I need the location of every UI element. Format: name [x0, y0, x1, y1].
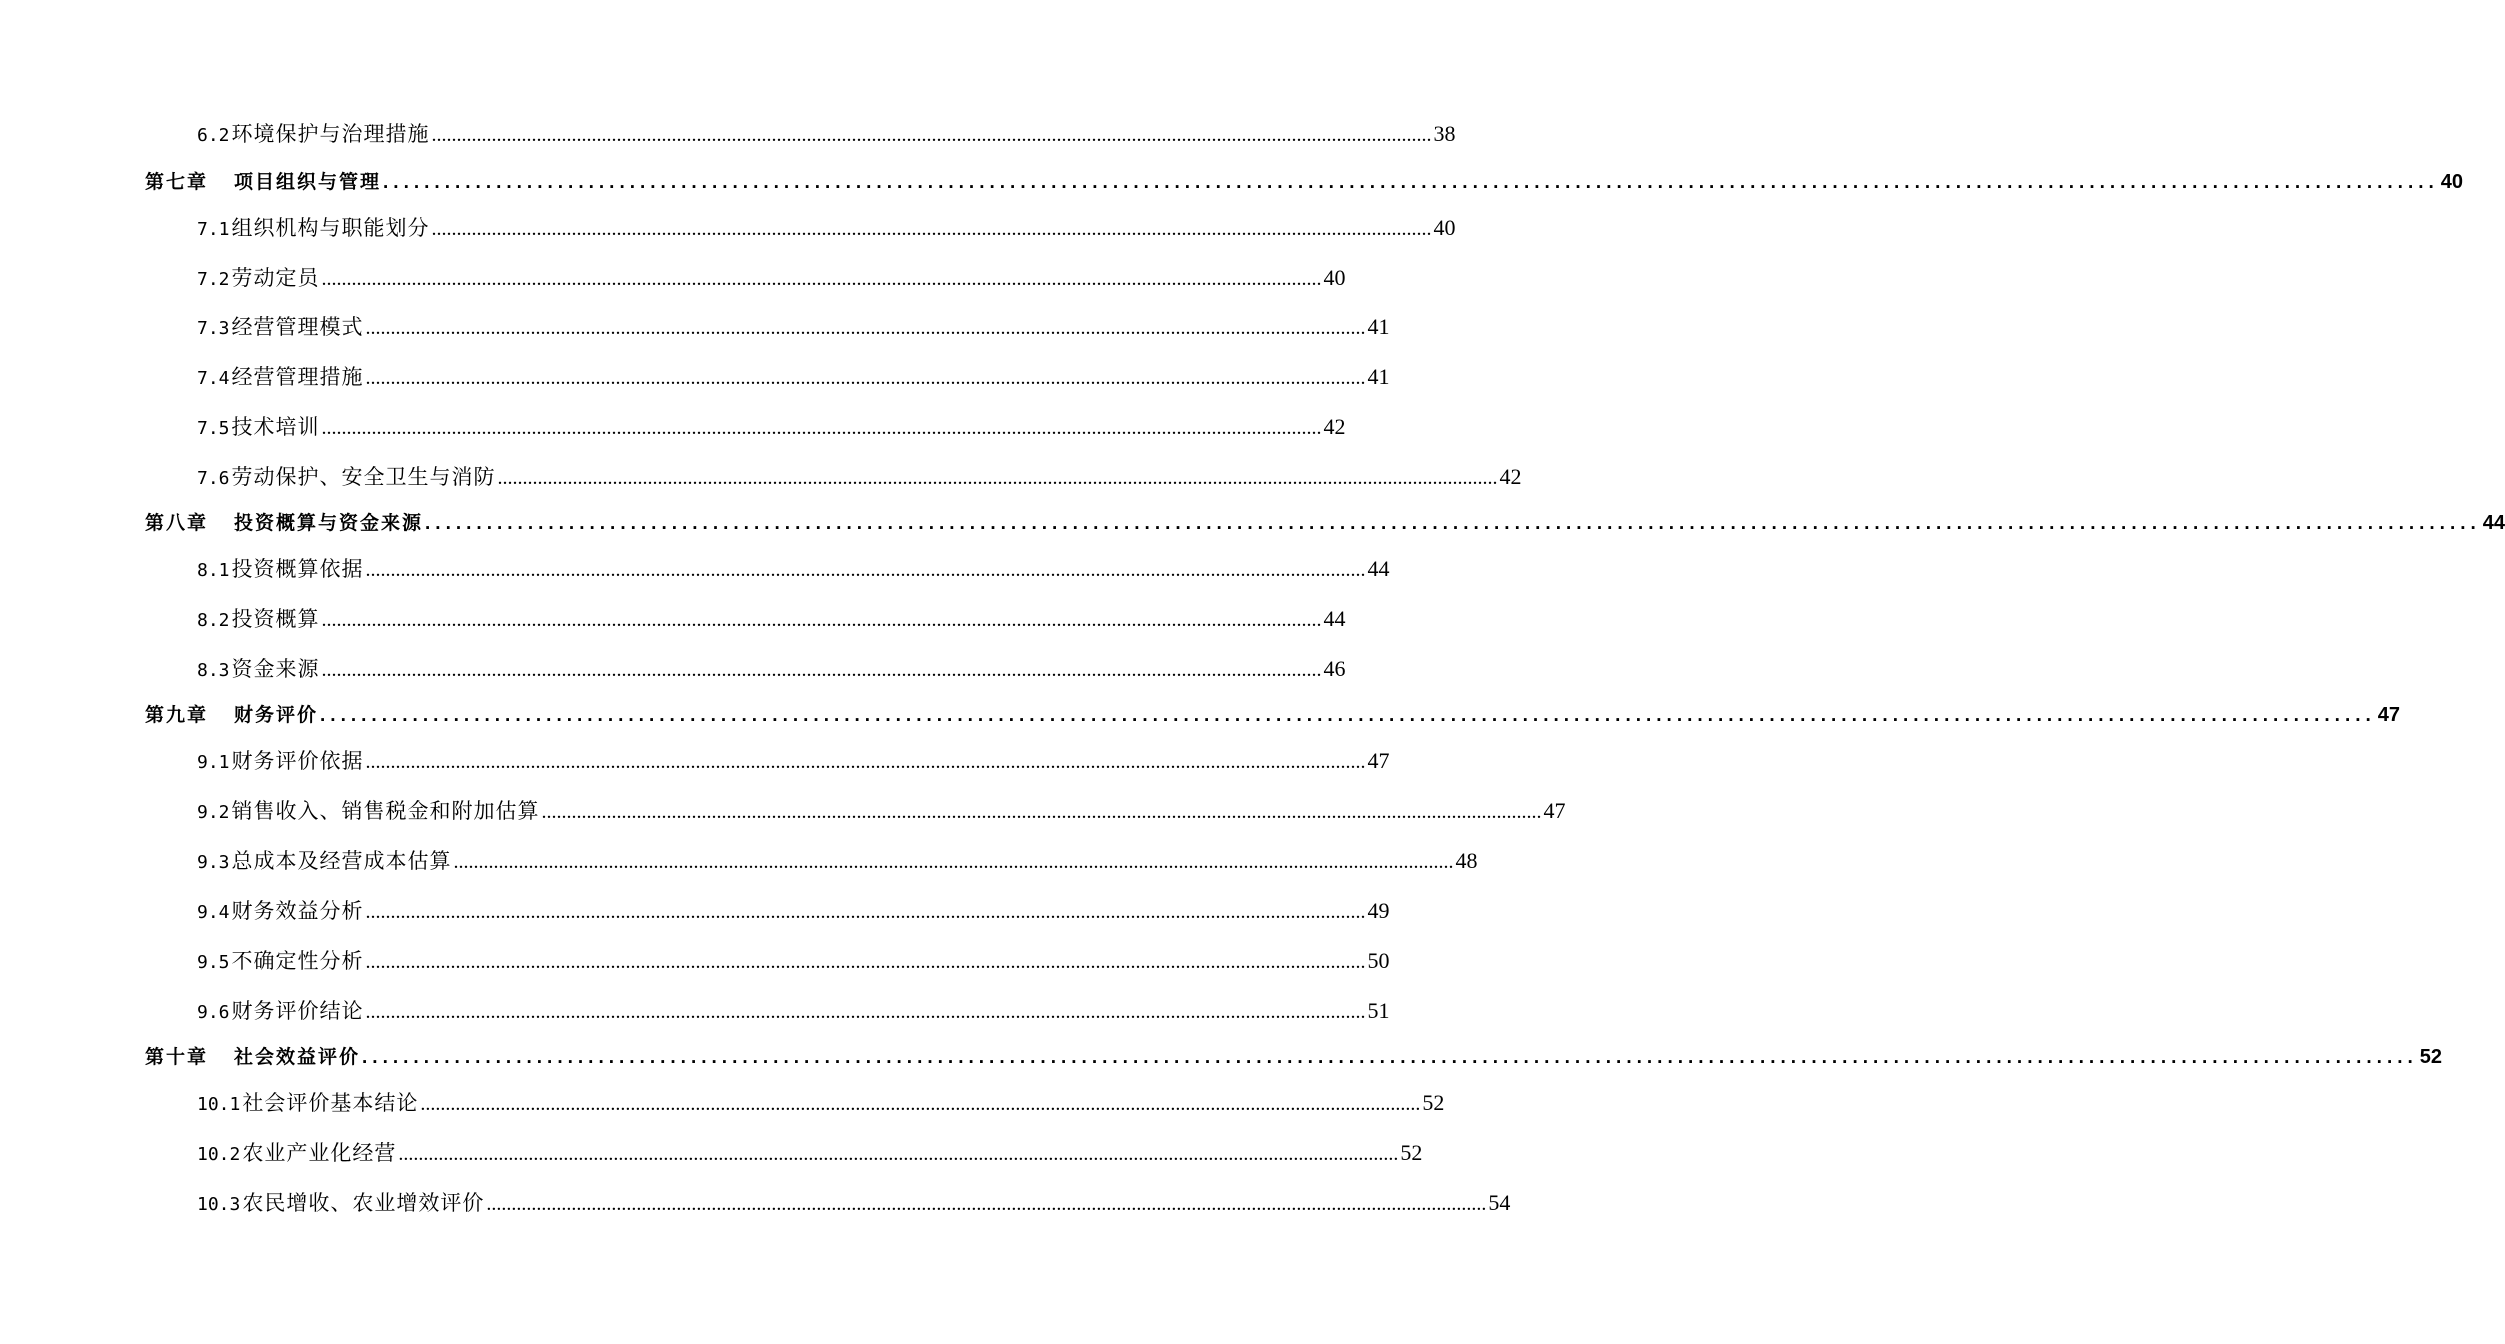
section-number: 7.4 [197, 368, 230, 389]
entry-title: 财务评价依据 [231, 749, 364, 773]
dot-leader: ........................................................................................................................................................................................................ [541, 801, 1542, 823]
dot-leader: ........................................................................................................................................................................................................ [425, 513, 2481, 534]
entry-title: 投资概算 [231, 607, 320, 631]
toc-chapter-entry[interactable] [145, 700, 2401, 727]
page-number: 38 [1433, 121, 1456, 146]
entry-title: 劳动定员 [231, 266, 320, 290]
dot-leader: ........................................................................................................................................................................................................ [497, 467, 1498, 489]
dot-leader: ........................................................................................................................................................................................................ [453, 851, 1454, 873]
section-number: 8.1 [197, 560, 230, 581]
section-number: 8.3 [197, 660, 230, 681]
page-number: 51 [1367, 998, 1390, 1023]
page-number: 49 [1367, 898, 1390, 923]
chapter-number: 第九章 [145, 704, 209, 726]
page-number: 41 [1367, 314, 1390, 339]
entry-title: 财务评价结论 [231, 999, 364, 1023]
toc-section-entry[interactable] [197, 945, 1390, 975]
dot-leader: ........................................................................................................................................................................................................ [362, 1047, 2418, 1068]
entry-title: 环境保护与治理措施 [231, 122, 430, 146]
page-number: 52 [2419, 1046, 2443, 1068]
section-number: 7.5 [197, 418, 230, 439]
entry-title: 社会效益评价 [234, 1046, 361, 1068]
toc-section-entry[interactable] [197, 603, 1346, 633]
section-number: 7.6 [197, 468, 230, 489]
page-number: 46 [1323, 656, 1346, 681]
entry-title: 农民增收、农业增效评价 [242, 1191, 485, 1215]
section-number: 8.2 [197, 610, 230, 631]
toc-section-entry[interactable] [197, 895, 1390, 925]
section-number: 7.1 [197, 219, 230, 240]
section-number: 7.2 [197, 269, 230, 290]
section-number: 9.1 [197, 752, 230, 773]
chapter-number: 第十章 [145, 1046, 209, 1068]
dot-leader: ........................................................................................................................................................................................................ [365, 559, 1366, 581]
toc-section-entry[interactable] [197, 411, 1346, 441]
dot-leader: ........................................................................................................................................................................................................ [321, 417, 1322, 439]
entry-title: 财务评价 [234, 704, 319, 726]
page-number: 52 [1422, 1090, 1445, 1115]
page-number: 52 [1400, 1140, 1423, 1165]
toc-section-entry[interactable] [197, 1187, 1511, 1217]
entry-title: 总成本及经营成本估算 [231, 849, 452, 873]
dot-leader: ........................................................................................................................................................................................................ [365, 951, 1366, 973]
dot-leader: ........................................................................................................................................................................................................ [365, 367, 1366, 389]
dot-leader: ........................................................................................................................................................................................................ [365, 317, 1366, 339]
page-number: 42 [1499, 464, 1522, 489]
section-number: 10.2 [197, 1144, 241, 1165]
entry-title: 销售收入、销售税金和附加估算 [231, 799, 540, 823]
entry-title: 项目组织与管理 [234, 171, 382, 193]
toc-section-entry[interactable] [197, 1137, 1423, 1167]
page-number: 40 [1433, 215, 1456, 240]
entry-title: 不确定性分析 [231, 949, 364, 973]
toc-section-entry[interactable] [197, 461, 1522, 491]
toc-section-entry[interactable] [197, 361, 1390, 391]
page-number: 47 [1543, 798, 1566, 823]
dot-leader: ........................................................................................................................................................................................................ [320, 705, 2376, 726]
dot-leader: ........................................................................................................................................................................................................ [431, 124, 1432, 146]
page-number: 50 [1367, 948, 1390, 973]
page-number: 40 [2440, 171, 2464, 193]
dot-leader: ........................................................................................................................................................................................................ [420, 1093, 1421, 1115]
entry-title: 技术培训 [231, 415, 320, 439]
entry-title: 劳动保护、安全卫生与消防 [231, 465, 496, 489]
dot-leader: ........................................................................................................................................................................................................ [398, 1143, 1399, 1165]
chapter-number: 第八章 [145, 512, 209, 534]
entry-title: 资金来源 [231, 657, 320, 681]
section-number: 6.2 [197, 125, 230, 146]
dot-leader: ........................................................................................................................................................................................................ [321, 609, 1322, 631]
toc-section-entry[interactable] [197, 118, 1456, 148]
dot-leader: ........................................................................................................................................................................................................ [486, 1193, 1487, 1215]
toc-section-entry[interactable] [197, 553, 1390, 583]
toc-section-entry[interactable] [197, 795, 1566, 825]
section-number: 9.2 [197, 802, 230, 823]
section-number: 9.3 [197, 852, 230, 873]
page-number: 44 [1323, 606, 1346, 631]
dot-leader: ........................................................................................................................................................................................................ [365, 901, 1366, 923]
toc-section-entry[interactable] [197, 212, 1456, 242]
dot-leader: ........................................................................................................................................................................................................ [431, 218, 1432, 240]
toc-chapter-entry[interactable] [145, 508, 2505, 535]
page-number: 42 [1323, 414, 1346, 439]
section-number: 9.4 [197, 902, 230, 923]
toc-chapter-entry[interactable] [145, 1042, 2443, 1069]
section-number: 10.1 [197, 1094, 241, 1115]
page-number: 41 [1367, 364, 1390, 389]
page-number: 47 [1367, 748, 1390, 773]
toc-section-entry[interactable] [197, 653, 1346, 683]
section-number: 10.3 [197, 1194, 241, 1215]
entry-title: 经营管理措施 [231, 365, 364, 389]
toc-section-entry[interactable] [197, 1087, 1445, 1117]
toc-chapter-entry[interactable] [145, 167, 2464, 194]
toc-section-entry[interactable] [197, 262, 1346, 292]
page-number: 48 [1455, 848, 1478, 873]
entry-title: 经营管理模式 [231, 315, 364, 339]
section-number: 9.5 [197, 952, 230, 973]
toc-section-entry[interactable] [197, 745, 1390, 775]
entry-title: 组织机构与职能划分 [231, 216, 430, 240]
dot-leader: ........................................................................................................................................................................................................ [365, 751, 1366, 773]
page-number: 44 [2482, 512, 2505, 534]
chapter-number: 第七章 [145, 171, 209, 193]
dot-leader: ........................................................................................................................................................................................................ [321, 268, 1322, 290]
entry-title: 投资概算与资金来源 [234, 512, 424, 534]
entry-title: 财务效益分析 [231, 899, 364, 923]
toc-section-entry[interactable] [197, 995, 1390, 1025]
page-number: 47 [2377, 704, 2401, 726]
dot-leader: ........................................................................................................................................................................................................ [321, 659, 1322, 681]
section-number: 7.3 [197, 318, 230, 339]
entry-title: 社会评价基本结论 [242, 1091, 419, 1115]
dot-leader: ........................................................................................................................................................................................................ [365, 1001, 1366, 1023]
dot-leader: ........................................................................................................................................................................................................ [383, 172, 2439, 193]
page-number: 40 [1323, 265, 1346, 290]
page-number: 54 [1488, 1190, 1511, 1215]
entry-title: 农业产业化经营 [242, 1141, 397, 1165]
toc-section-entry[interactable] [197, 845, 1478, 875]
entry-title: 投资概算依据 [231, 557, 364, 581]
toc-section-entry[interactable] [197, 311, 1390, 341]
page-number: 44 [1367, 556, 1390, 581]
section-number: 9.6 [197, 1002, 230, 1023]
